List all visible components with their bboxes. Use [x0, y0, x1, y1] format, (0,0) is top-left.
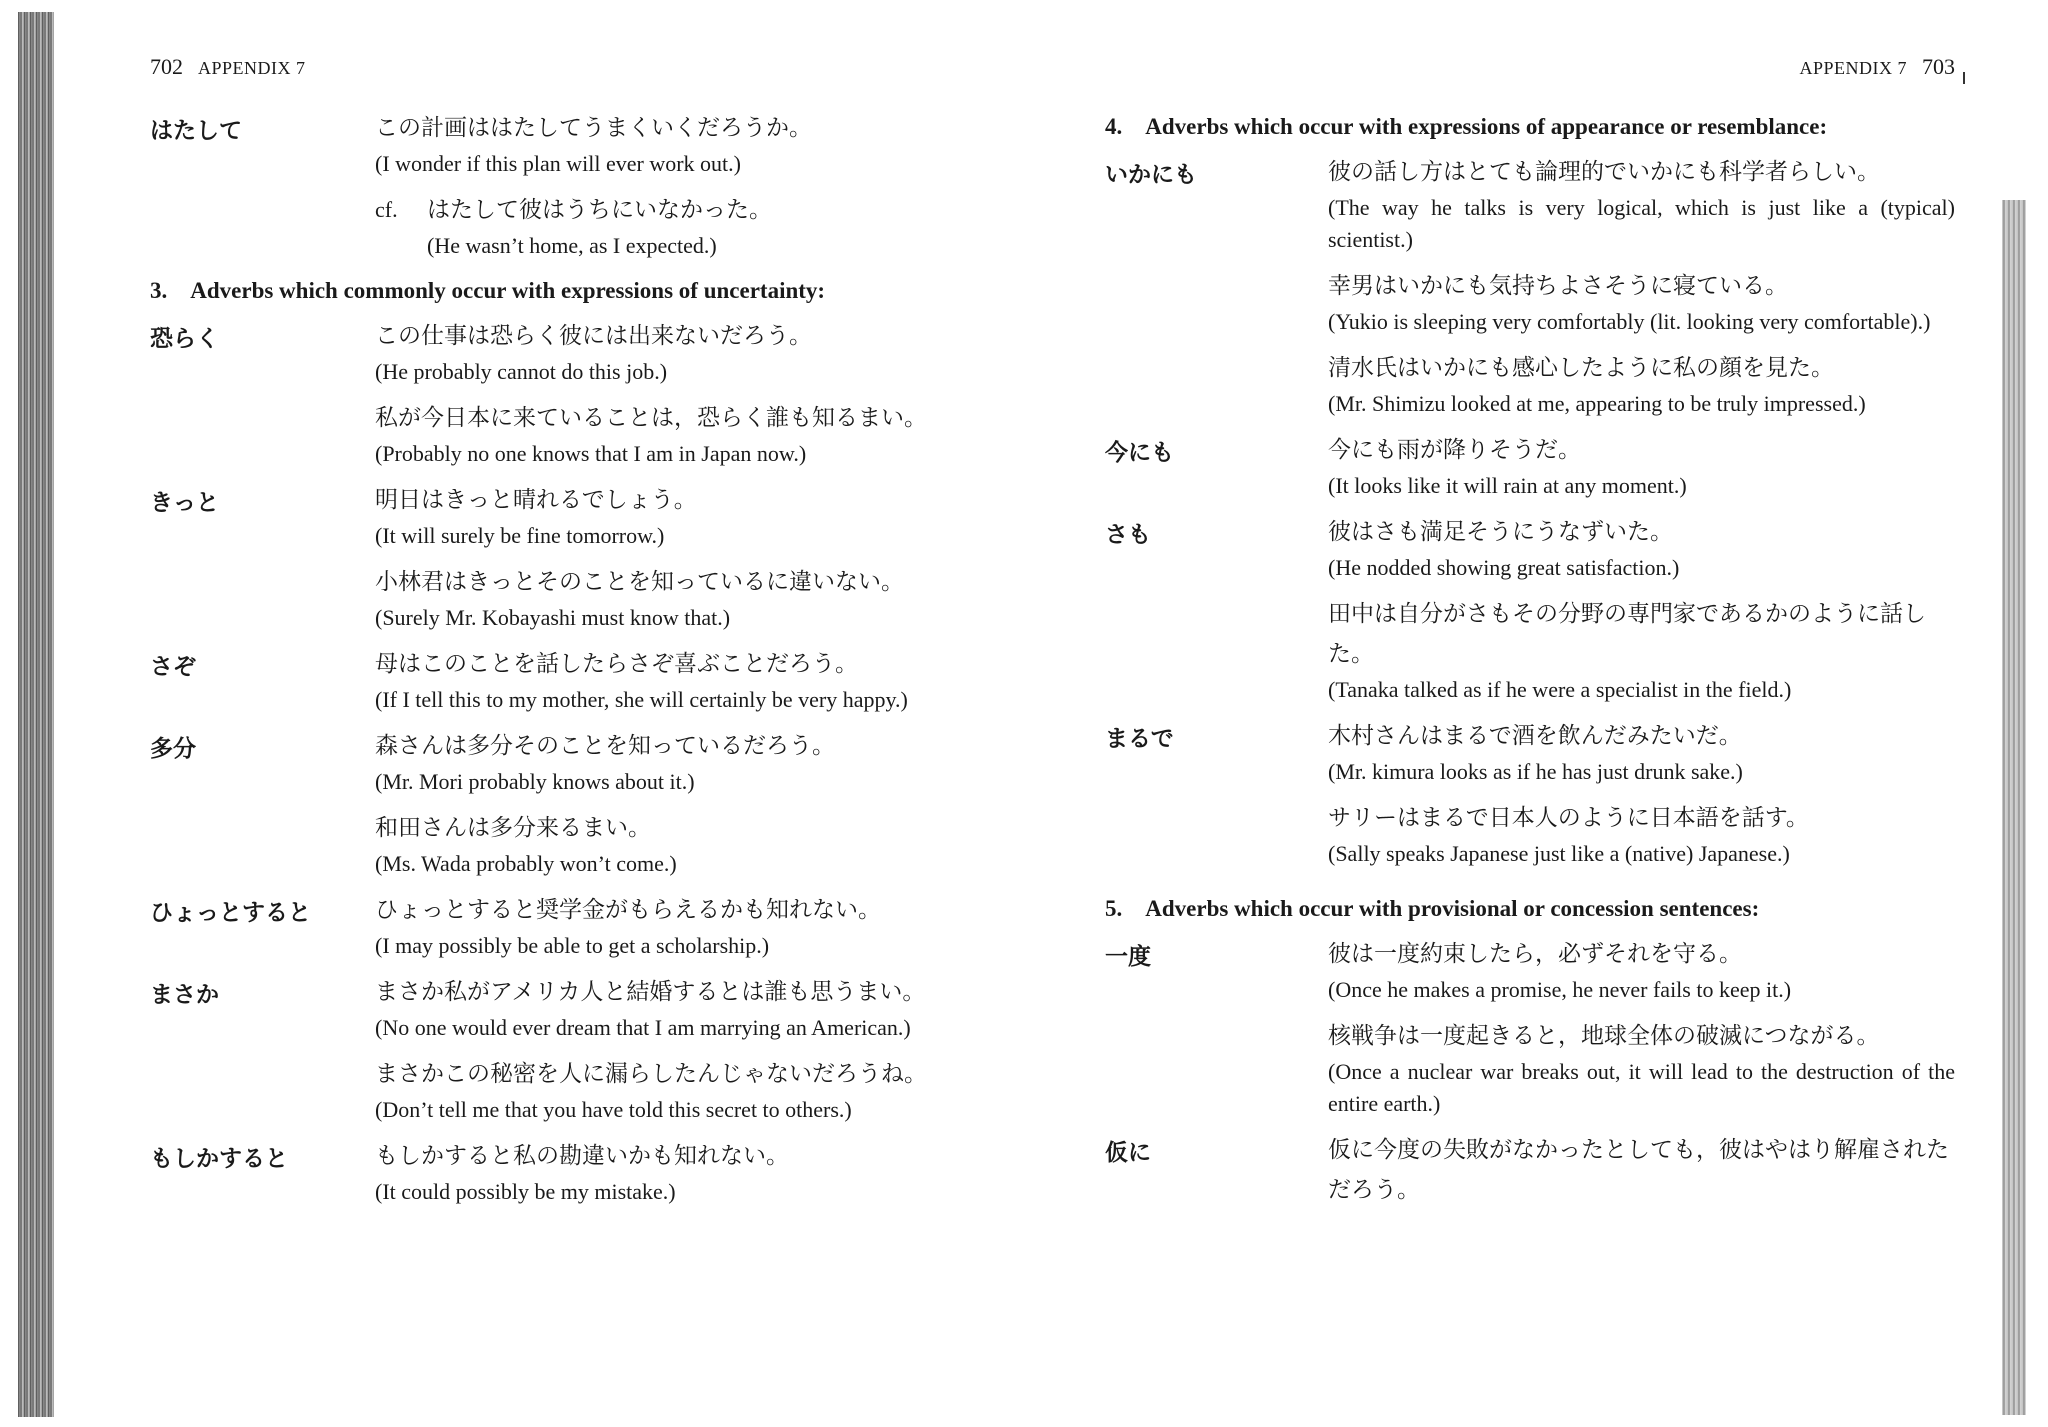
entry-examples	[1328, 152, 1955, 430]
example-english: (Mr. kimura looks as if he has just drunk sake.)	[1328, 759, 1743, 784]
entry-kitto	[150, 480, 970, 644]
entry-imanimo	[1105, 430, 1955, 512]
example	[375, 808, 970, 880]
example-japanese: 母はこのことを話したらさぞ喜ぶことだろう。	[375, 651, 858, 677]
example	[375, 398, 970, 470]
cf-note	[375, 190, 970, 262]
example	[1328, 430, 1955, 502]
entry-term: きっと	[150, 490, 219, 516]
entry-sazo	[150, 644, 970, 726]
example	[1328, 798, 1955, 870]
example	[375, 480, 970, 552]
example-japanese: 今にも雨が降りそうだ。	[1328, 437, 1581, 463]
example	[375, 108, 970, 180]
entry-osoraku	[150, 316, 970, 480]
section-heading-5: 5. Adverbs which occur with provisional or concession sentences:	[1105, 896, 1760, 921]
book-edge-shadow-right	[2002, 200, 2026, 1415]
section-heading-4: 4. Adverbs which occur with expressions of appearance or resemblance:	[1105, 114, 1828, 139]
example-english: (Mr. Shimizu looked at me, appearing to be truly impressed.)	[1328, 391, 1866, 416]
entry-masaka	[150, 972, 970, 1136]
left-running-head: APPENDIX 7	[198, 58, 306, 78]
right-page-header	[1799, 54, 1955, 80]
example-japanese: この計画ははたしてうまくいくだろうか。	[375, 115, 812, 141]
example	[375, 316, 970, 388]
entry-tabun	[150, 726, 970, 890]
example-english: (If I tell this to my mother, she will certainly be very happy.)	[375, 687, 908, 712]
example-japanese: 和田さんは多分来るまい。	[375, 815, 651, 841]
entry-term: まるで	[1105, 726, 1174, 752]
example-japanese: 明日はきっと晴れるでしょう。	[375, 487, 697, 513]
example-japanese: 幸男はいかにも気持ちよさそうに寝ている。	[1328, 273, 1788, 299]
example-english: (He probably cannot do this job.)	[375, 359, 668, 384]
example-english: (The way he talks is very logical, which is just like a (typical) scientist.)	[1328, 195, 1955, 252]
example-japanese: 私が今日本に来ていることは，恐らく誰も知るまい。	[375, 405, 927, 431]
right-page-number: 703	[1922, 54, 1955, 79]
example-japanese: 核戦争は一度起きると，地球全体の破滅につながる。	[1328, 1023, 1880, 1049]
example-japanese: ひょっとすると奨学金がもらえるかも知れない。	[375, 897, 881, 923]
cf-label: cf.	[375, 197, 398, 222]
entry-examples	[1328, 1130, 1955, 1220]
example-english: (It will surely be fine tomorrow.)	[375, 523, 665, 548]
entry-term: もしかすると	[150, 1146, 288, 1172]
entry-examples	[375, 972, 970, 1136]
entry-moshikasuruto	[150, 1136, 970, 1218]
example-english: (I may possibly be able to get a scholarship.)	[375, 933, 770, 958]
example-japanese: まさかこの秘密を人に漏らしたんじゃないだろうね。	[375, 1061, 927, 1087]
entry-term: さも	[1105, 522, 1151, 548]
cf-japanese: はたして彼はうちにいなかった。	[427, 197, 772, 223]
entry-ichido	[1105, 934, 1955, 1130]
example-japanese: もしかすると私の勘違いかも知れない。	[375, 1143, 789, 1169]
entry-examples	[1328, 512, 1955, 716]
entry-examples	[375, 644, 970, 726]
entry-marude	[1105, 716, 1955, 880]
entry-term: 恐らく	[150, 326, 219, 352]
entry-term: いかにも	[1105, 162, 1197, 188]
example-english: (Mr. Mori probably knows about it.)	[375, 769, 695, 794]
entry-hyottosuruto	[150, 890, 970, 972]
example-japanese: まさか私がアメリカ人と結婚するとは誰も思うまい。	[375, 979, 926, 1005]
example-japanese: 仮に今度の失敗がなかったとしても，彼はやはり解雇されただろう。	[1328, 1137, 1949, 1203]
entry-hatashite	[150, 108, 970, 262]
example	[375, 562, 970, 634]
right-page-content	[1105, 98, 1955, 1220]
example	[375, 644, 970, 716]
entry-ikanimo	[1105, 152, 1955, 430]
example	[1328, 1130, 1955, 1210]
entry-karini	[1105, 1130, 1955, 1220]
example-japanese: 彼はさも満足そうにうなずいた。	[1328, 519, 1673, 545]
example	[375, 1054, 970, 1126]
entry-examples	[375, 108, 970, 262]
example-japanese: 小林君はきっとそのことを知っているに違いない。	[375, 569, 904, 595]
example-japanese: 森さんは多分そのことを知っているだろう。	[375, 733, 835, 759]
entry-examples	[375, 316, 970, 480]
example-english: (Tanaka talked as if he were a specialist in the field.)	[1328, 677, 1792, 702]
right-page	[1105, 0, 1955, 1427]
entry-term: 今にも	[1105, 440, 1174, 466]
example	[1328, 512, 1955, 584]
entry-term: 仮に	[1105, 1140, 1151, 1166]
example-english: (Surely Mr. Kobayashi must know that.)	[375, 605, 731, 630]
example-english: (Probably no one knows that I am in Japan now.)	[375, 441, 807, 466]
example	[375, 726, 970, 798]
example-japanese: この仕事は恐らく彼には出来ないだろう。	[375, 323, 812, 349]
example	[1328, 152, 1955, 256]
example-english: (Ms. Wada probably won’t come.)	[375, 851, 677, 876]
left-page	[150, 0, 970, 1427]
example-english: (Once he makes a promise, he never fails to keep it.)	[1328, 977, 1792, 1002]
cf-english: (He wasn’t home, as I expected.)	[427, 233, 717, 258]
entry-examples	[1328, 716, 1955, 880]
entry-term: ひょっとすると	[150, 900, 311, 926]
example-english: (Yukio is sleeping very comfortably (lit. looking very comfortable).)	[1328, 309, 1931, 334]
entry-examples	[375, 726, 970, 890]
entry-examples	[375, 1136, 970, 1218]
left-page-number: 702	[150, 54, 183, 79]
entry-term: はたして	[150, 118, 242, 144]
example	[1328, 594, 1955, 706]
section-heading-3: 3. Adverbs which commonly occur with expressions of uncertainty:	[150, 278, 826, 303]
example-english: (It looks like it will rain at any moment.)	[1328, 473, 1687, 498]
example-english: (Once a nuclear war breaks out, it will lead to the destruction of the entire earth.)	[1328, 1059, 1955, 1116]
example	[375, 890, 970, 962]
example-english: (No one would ever dream that I am marrying an American.)	[375, 1015, 911, 1040]
right-running-head: APPENDIX 7	[1799, 58, 1907, 78]
book-spine-shadow-left	[18, 12, 54, 1417]
example-english: (It could possibly be my mistake.)	[375, 1179, 676, 1204]
example-japanese: サリーはまるで日本人のように日本語を話す。	[1328, 805, 1809, 831]
example-english: (I wonder if this plan will ever work out.)	[375, 151, 741, 176]
example	[1328, 266, 1955, 338]
entry-term: 多分	[150, 736, 196, 762]
example	[375, 1136, 970, 1208]
entry-term: さぞ	[150, 654, 196, 680]
example-japanese: 田中は自分がさもその分野の専門家であるかのように話した。	[1328, 601, 1926, 667]
example-japanese: 清水氏はいかにも感心したように私の顔を見た。	[1328, 355, 1834, 381]
entry-samo	[1105, 512, 1955, 716]
margin-mark	[1963, 72, 1965, 84]
example	[1328, 348, 1955, 420]
example-japanese: 木村さんはまるで酒を飲んだみたいだ。	[1328, 723, 1742, 749]
entry-examples	[375, 890, 970, 972]
example-japanese: 彼の話し方はとても論理的でいかにも科学者らしい。	[1328, 159, 1880, 185]
example	[375, 972, 970, 1044]
entry-term: 一度	[1105, 944, 1151, 970]
example	[1328, 1016, 1955, 1120]
left-page-header	[150, 54, 306, 80]
example-english: (Sally speaks Japanese just like a (native) Japanese.)	[1328, 841, 1790, 866]
entry-examples	[1328, 430, 1955, 512]
entry-examples	[375, 480, 970, 644]
example-english: (He nodded showing great satisfaction.)	[1328, 555, 1680, 580]
entry-examples	[1328, 934, 1955, 1130]
example	[1328, 716, 1955, 788]
example-japanese: 彼は一度約束したら，必ずそれを守る。	[1328, 941, 1742, 967]
example-english: (Don’t tell me that you have told this secret to others.)	[375, 1097, 852, 1122]
example	[1328, 934, 1955, 1006]
left-page-content	[150, 108, 970, 1218]
entry-term: まさか	[150, 982, 219, 1008]
